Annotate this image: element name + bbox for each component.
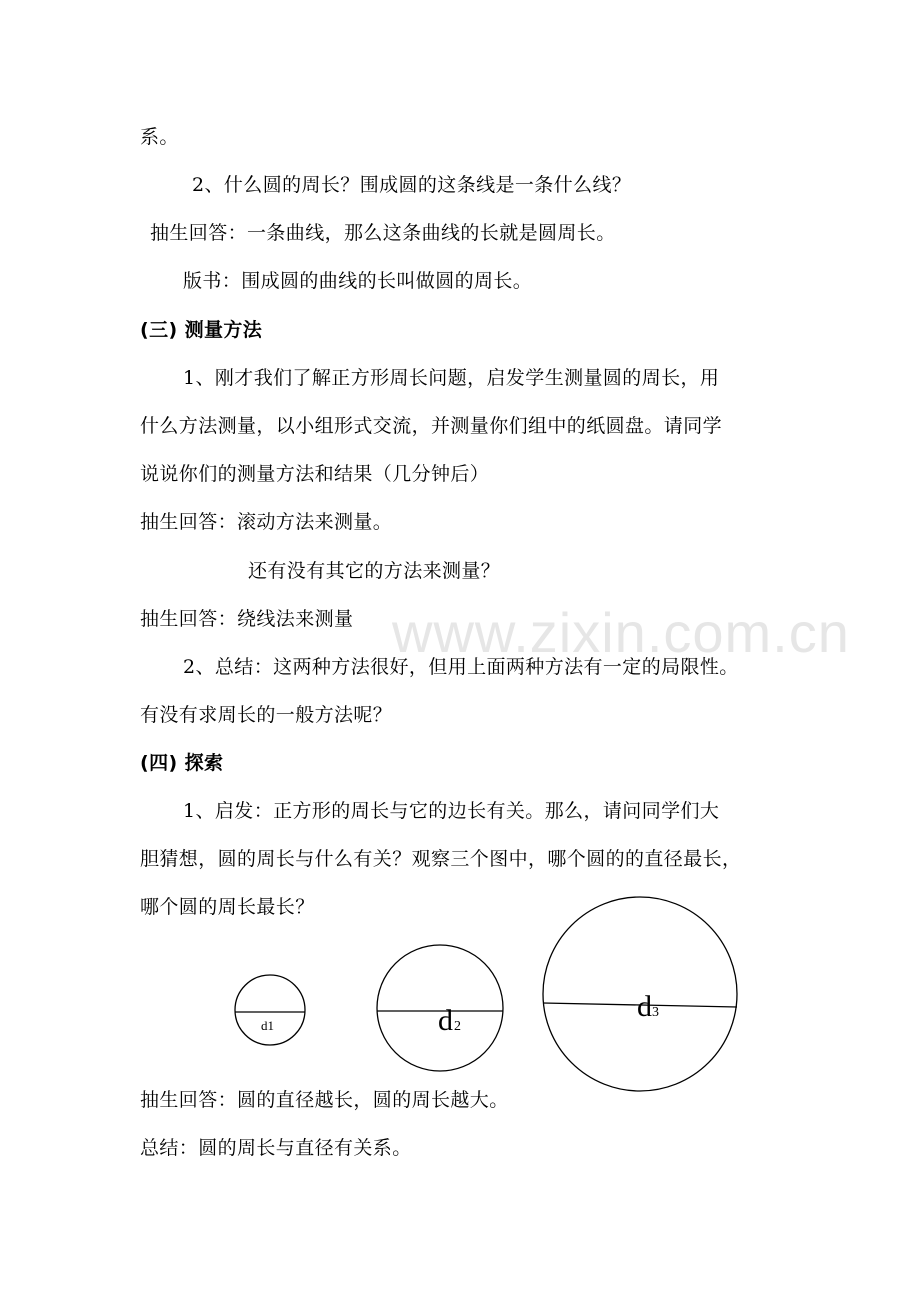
circle2-subscript: 2 (454, 1019, 461, 1034)
text-line: 总结：圆的周长与直径有关系。 (140, 1137, 412, 1159)
circle2-label: d (438, 1004, 453, 1037)
text-line: 2、什么圆的周长？围成圆的这条线是一条什么线？ (192, 174, 632, 196)
text-line: 什么方法测量，以小组形式交流，并测量你们组中的纸圆盘。请同学 (140, 415, 723, 437)
text-line: 2、总结：这两种方法很好，但用上面两种方法有一定的局限性。 (183, 656, 739, 678)
text-line: 抽生回答：一条曲线，那么这条曲线的长就是圆周长。 (150, 222, 616, 244)
text-line: 抽生回答：滚动方法来测量。 (140, 511, 393, 533)
circle-large (543, 897, 737, 1091)
circle1-label: d1 (261, 1018, 274, 1033)
text-line: 哪个圆的周长最长？ (140, 896, 315, 918)
text-line: 1、启发：正方形的周长与它的边长有关。那么，请问同学们大 (183, 800, 720, 822)
text-line: 版书：围成圆的曲线的长叫做圆的周长。 (183, 270, 533, 292)
section-heading: (三) 测量方法 (140, 319, 263, 341)
text-line: 胆猜想，圆的周长与什么有关？观察三个图中，哪个圆的的直径最长， (140, 848, 742, 870)
circle3-label: d (637, 990, 652, 1023)
circle-small (235, 975, 305, 1045)
watermark: www.zixin.com.cn (392, 601, 850, 664)
text-line: 还有没有其它的方法来测量？ (248, 560, 501, 582)
text-line: 系。 (140, 126, 179, 148)
circle-medium (377, 945, 503, 1071)
text-line: 有没有求周长的一般方法呢？ (140, 704, 393, 726)
circle3-subscript: 3 (652, 1005, 659, 1020)
text-line: 1、刚才我们了解正方形周长问题，启发学生测量圆的周长，用 (183, 367, 720, 389)
text-line: 说说你们的测量方法和结果（几分钟后） (140, 463, 490, 485)
text-line: 抽生回答：绕线法来测量 (140, 608, 354, 630)
text-line: 抽生回答：圆的直径越长，圆的周长越大。 (140, 1089, 509, 1111)
section-heading: (四) 探索 (140, 752, 224, 774)
